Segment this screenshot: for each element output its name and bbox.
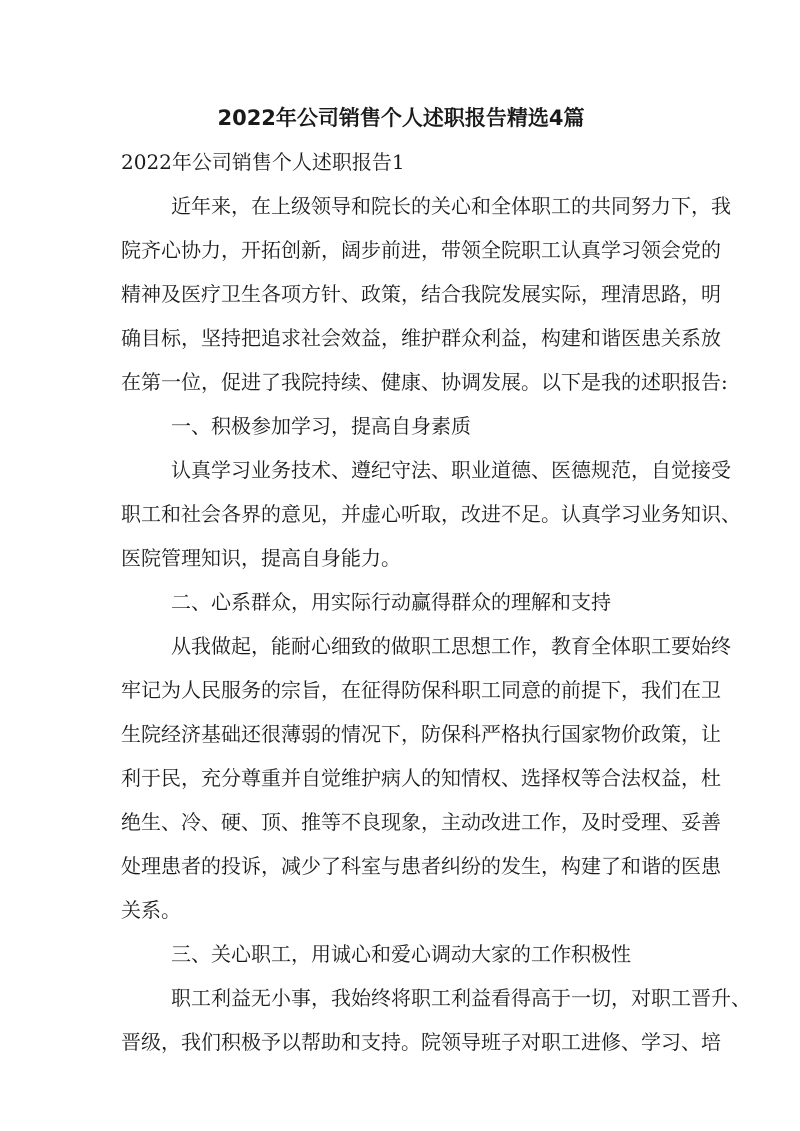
text-line: 牢记为人民服务的宗旨，在征得防保科职工同意的前提下，我们在卫 <box>121 678 721 702</box>
text-line: 院齐心协力，开拓创新，阔步前进，带领全院职工认真学习领会党的 <box>121 238 721 262</box>
paragraph <box>121 624 731 932</box>
section-heading <box>121 404 681 448</box>
text-line: 一、积极参加学习，提高自身素质 <box>171 414 471 438</box>
text-line: 职工和社会各界的意见，并虚心听取，改进不足。认真学习业务知识、 <box>121 502 741 526</box>
text-line: 利于民，充分尊重并自觉维护病人的知情权、选择权等合法权益，杜 <box>121 766 721 790</box>
paragraph <box>121 976 751 1064</box>
text-line: 认真学习业务技术、遵纪守法、职业道德、医德规范，自觉接受 <box>171 458 731 482</box>
text-line: 二、心系群众，用实际行动赢得群众的理解和支持 <box>171 590 611 614</box>
text-line: 医院管理知识，提高自身能力。 <box>121 546 401 570</box>
paragraph <box>121 184 731 404</box>
section-heading <box>121 932 681 976</box>
document-page <box>121 96 751 1064</box>
text-line: 关系。 <box>121 898 181 922</box>
text-line: 处理患者的投诉，减少了科室与患者纠纷的发生，构建了和谐的医患 <box>121 854 721 878</box>
text-line: 确目标，坚持把追求社会效益，维护群众利益，构建和谐医患关系放 <box>121 326 721 350</box>
text-line: 三、关心职工，用诚心和爱心调动大家的工作积极性 <box>171 942 631 966</box>
paragraph <box>121 448 741 580</box>
text-line: 精神及医疗卫生各项方针、政策，结合我院发展实际，理清思路，明 <box>121 282 721 306</box>
text-line: 绝生、冷、硬、顶、推等不良现象，主动改进工作，及时受理、妥善 <box>121 810 721 834</box>
section-subtitle: 2022年公司销售个人述职报告1 <box>121 150 405 174</box>
document-body <box>121 184 751 1064</box>
text-line: 职工利益无小事，我始终将职工利益看得高于一切，对职工晋升、 <box>171 986 751 1010</box>
document-title: 2022年公司销售个人述职报告精选4篇 <box>217 106 585 130</box>
section-heading <box>121 580 681 624</box>
text-line: 晋级，我们积极予以帮助和支持。院领导班子对职工进修、学习、培 <box>121 1030 721 1054</box>
text-line: 在第一位，促进了我院持续、健康、协调发展。以下是我的述职报告: <box>121 370 728 394</box>
text-line: 生院经济基础还很薄弱的情况下，防保科严格执行国家物价政策，让 <box>121 722 721 746</box>
text-line: 从我做起，能耐心细致的做职工思想工作，教育全体职工要始终 <box>171 634 731 658</box>
text-line: 近年来，在上级领导和院长的关心和全体职工的共同努力下，我 <box>171 194 731 218</box>
